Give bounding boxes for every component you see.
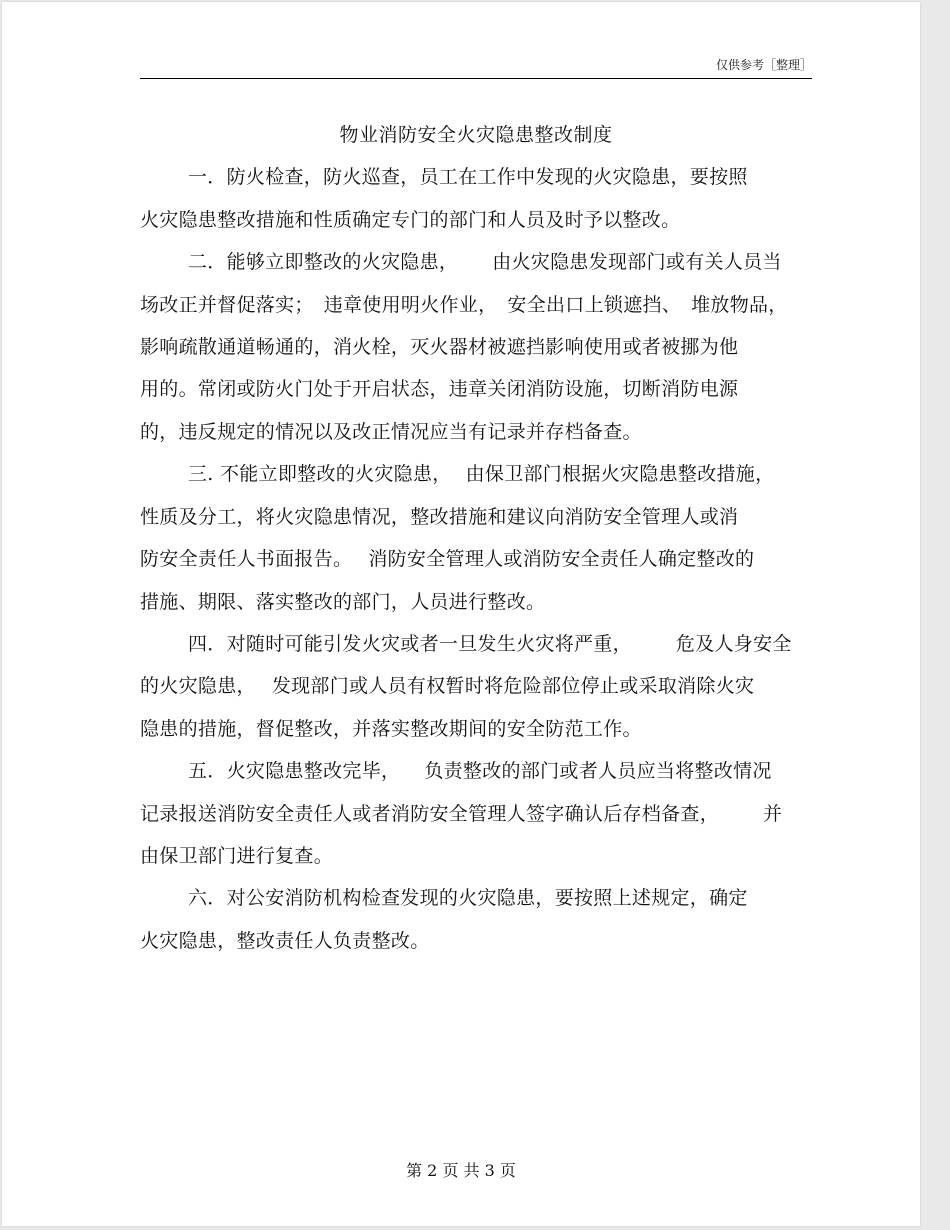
header-rule bbox=[140, 78, 812, 79]
body-line: 一．防火检查，防火巡查，员工在工作中发现的火灾隐患，要按照 bbox=[188, 166, 748, 188]
body-line: 措施、期限、落实整改的部门，人员进行整改。 bbox=[140, 591, 546, 613]
document-title: 物业消防安全火灾隐患整改制度 bbox=[339, 124, 613, 146]
body-line: 的，违反规定的情况以及改正情况应当有记录并存档备查。 bbox=[140, 421, 642, 443]
body-line: 记录报送消防安全责任人或者消防安全管理人签字确认后存档备查， 并 bbox=[140, 803, 783, 825]
body-line: 的火灾隐患， 发现部门或人员有权暂时将危险部位停止或采取消除火灾 bbox=[140, 675, 755, 697]
body-line: 二．能够立即整改的火灾隐患， 由火灾隐患发现部门或有关人员当 bbox=[188, 251, 782, 273]
body-line: 影响疏散通道畅通的，消火栓，灭火器材被遮挡影响使用或者被挪为他 bbox=[140, 336, 739, 358]
body-line: 火灾隐患，整改责任人负责整改。 bbox=[140, 930, 430, 952]
body-line: 五．火灾隐患整改完毕， 负责整改的部门或者人员应当将整改情况 bbox=[188, 760, 772, 782]
body-line: 防安全责任人书面报告。 消防安全管理人或消防安全责任人确定整改的 bbox=[140, 548, 755, 570]
body-line: 四．对随时可能引发火灾或者一旦发生火灾将严重， 危及人身安全 bbox=[188, 633, 792, 655]
body-line: 用的。常闭或防火门处于开启状态，违章关闭消防设施，切断消防电源 bbox=[140, 378, 739, 400]
body-line: 性质及分工，将火灾隐患情况，整改措施和建议向消防安全管理人或消 bbox=[140, 506, 739, 528]
body-line: 场改正并督促落实； 违章使用明火作业， 安全出口上锁遮挡、 堆放物品， bbox=[140, 294, 788, 316]
body-line: 三. 不能立即整改的火灾隐患， 由保卫部门根据火灾隐患整改措施， bbox=[188, 463, 775, 485]
document-page bbox=[2, 2, 920, 1226]
body-line: 由保卫部门进行复查。 bbox=[140, 845, 334, 867]
page-header: 仅供参考［整理］ bbox=[715, 58, 812, 72]
body-line: 火灾隐患整改措施和性质确定专门的部门和人员及时予以整改。 bbox=[140, 209, 681, 231]
body-line: 六．对公安消防机构检查发现的火灾隐患，要按照上述规定，确定 bbox=[188, 887, 748, 909]
page-footer: 第 2 页 共 3 页 bbox=[406, 1161, 516, 1180]
body-line: 隐患的措施，督促整改，并落实整改期间的安全防范工作。 bbox=[140, 718, 642, 740]
